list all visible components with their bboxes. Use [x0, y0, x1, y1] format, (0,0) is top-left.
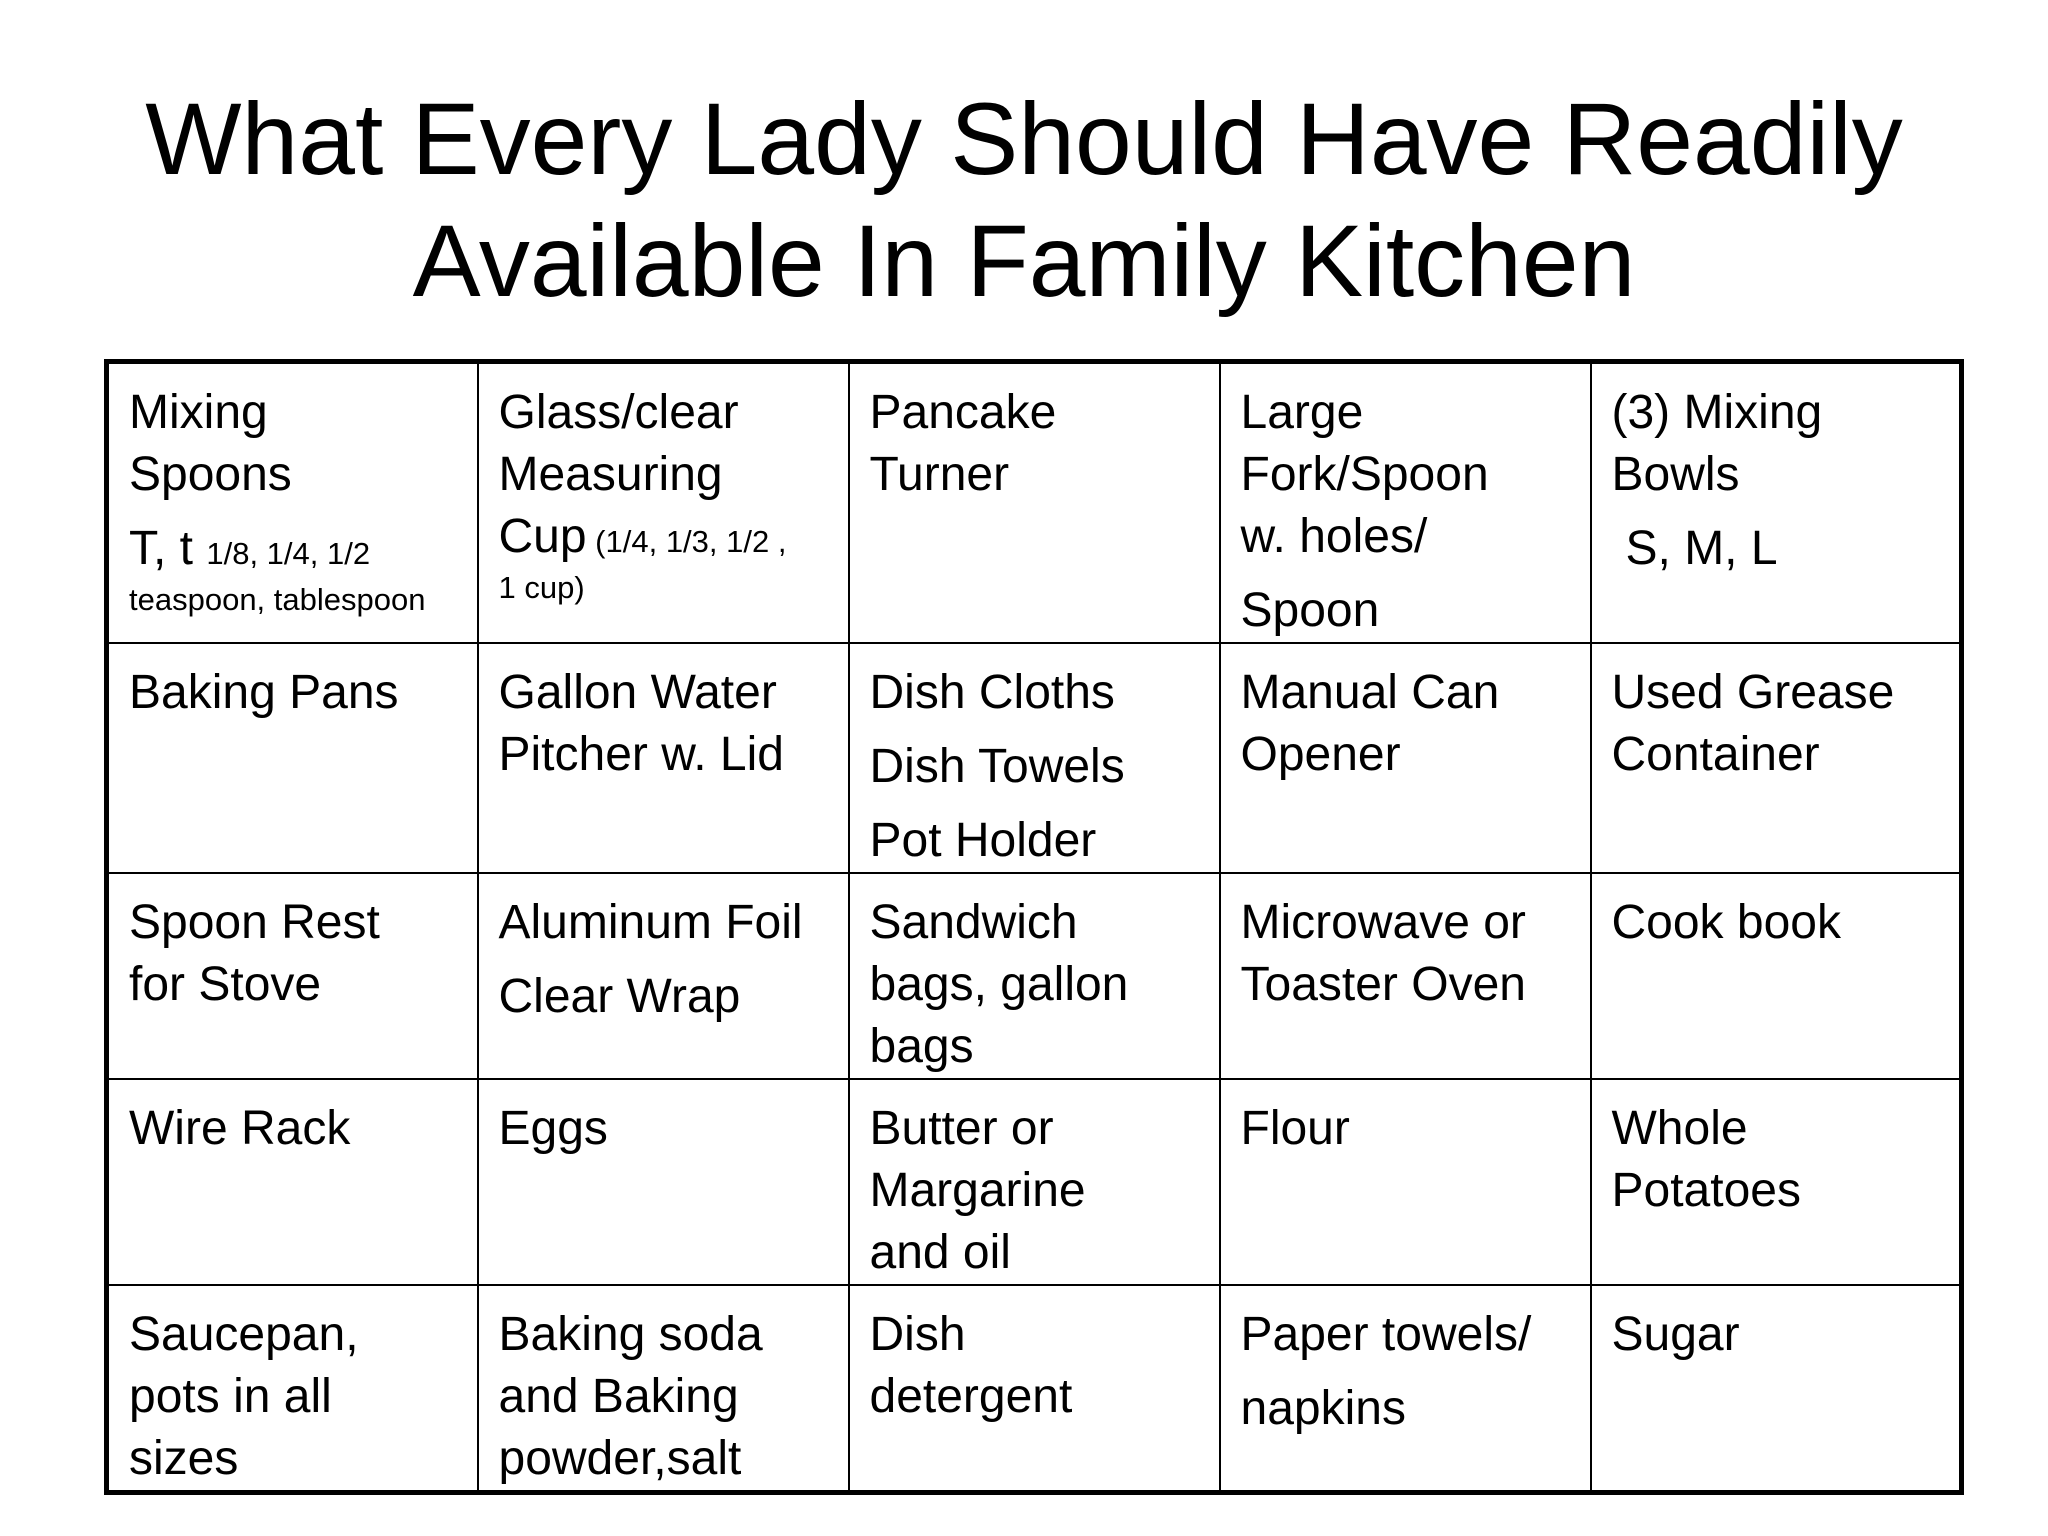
table-cell-paper-towels	[1220, 1285, 1591, 1493]
cell-line: Pancake	[869, 386, 1057, 439]
table-cell-potatoes	[1591, 1079, 1962, 1285]
cell-line: Sugar	[1611, 1308, 1740, 1361]
table-cell-water-pitcher	[478, 643, 849, 873]
cell-line: Sandwich	[869, 896, 1078, 949]
cell-line: Opener	[1240, 728, 1401, 781]
cell-line: Manual Can	[1240, 666, 1500, 719]
cell-line: Butter or	[869, 1102, 1054, 1155]
table-cell-sandwich-bags	[849, 873, 1220, 1079]
cell-line: Spoons	[129, 448, 292, 501]
cell-line: Pitcher w. Lid	[498, 728, 784, 781]
table-cell-butter	[849, 1079, 1220, 1285]
table-cell-baking-pans	[107, 643, 478, 873]
table-cell-eggs	[478, 1079, 849, 1285]
cell-line: Aluminum Foil	[498, 896, 803, 949]
title-line-1: What Every Lady Should Have Readily	[145, 82, 1903, 196]
table-cell-microwave	[1220, 873, 1591, 1079]
cell-line: Dish Towels	[869, 740, 1125, 793]
cell-line: Used Grease	[1611, 666, 1895, 719]
cell-line: Toaster Oven	[1240, 958, 1526, 1011]
cell-line: Baking Pans	[129, 666, 399, 719]
slide-title	[0, 78, 2048, 322]
cell-line: Measuring	[498, 448, 723, 501]
cell-line: Cook book	[1611, 896, 1841, 949]
cell-line: Large	[1240, 386, 1364, 439]
cell-line: Dish Cloths	[869, 666, 1115, 719]
cell-line: Turner	[869, 448, 1010, 501]
cell-line: powder,salt	[498, 1432, 742, 1485]
cell-line: Wire Rack	[129, 1102, 351, 1155]
table-cell-grease-container	[1591, 643, 1962, 873]
cell-line: Glass/clear	[498, 386, 739, 439]
cell-line: Gallon Water	[498, 666, 777, 719]
cell-small-text: 1/8, 1/4, 1/2	[206, 536, 371, 571]
table-cell-flour	[1220, 1079, 1591, 1285]
table-cell-large-fork-spoon	[1220, 362, 1591, 644]
cell-line: and oil	[869, 1226, 1011, 1279]
cell-line: Clear Wrap	[498, 970, 741, 1023]
cell-small-line: 1 cup)	[498, 570, 585, 605]
table-cell-baking-soda	[478, 1285, 849, 1493]
table-row	[107, 1079, 1962, 1285]
table-cell-cook-book	[1591, 873, 1962, 1079]
table-row	[107, 643, 1962, 873]
title-line-2: Available In Family Kitchen	[412, 204, 1636, 318]
cell-line: sizes	[129, 1432, 239, 1485]
cell-text: T, t	[129, 522, 207, 575]
table-cell-sugar	[1591, 1285, 1962, 1493]
cell-line: Bowls	[1611, 448, 1740, 501]
table-cell-dish-detergent	[849, 1285, 1220, 1493]
cell-line: bags	[869, 1020, 974, 1073]
table-cell-wire-rack	[107, 1079, 478, 1285]
cell-line: Paper towels/	[1240, 1308, 1532, 1361]
cell-line: Mixing	[129, 386, 268, 439]
cell-line: Flour	[1240, 1102, 1350, 1155]
cell-line: Baking soda	[498, 1308, 763, 1361]
cell-line: Margarine	[869, 1164, 1086, 1217]
cell-line: pots in all	[129, 1370, 332, 1423]
table-row	[107, 873, 1962, 1079]
cell-line: Pot Holder	[869, 814, 1097, 867]
cell-line: Dish	[869, 1308, 966, 1361]
table-cell-foil-wrap	[478, 873, 849, 1079]
cell-line	[129, 518, 457, 580]
cell-line: Whole	[1611, 1102, 1748, 1155]
cell-line: Fork/Spoon	[1240, 448, 1489, 501]
cell-line: Spoon Rest	[129, 896, 380, 949]
cell-line: for Stove	[129, 958, 322, 1011]
cell-line: Potatoes	[1611, 1164, 1801, 1217]
cell-line: detergent	[869, 1370, 1073, 1423]
cell-line: and Baking	[498, 1370, 739, 1423]
table-cell-mixing-bowls	[1591, 362, 1962, 644]
cell-line: Eggs	[498, 1102, 608, 1155]
cell-text: Cup	[498, 510, 587, 563]
table-cell-mixing-spoons	[107, 362, 478, 644]
table-cell-can-opener	[1220, 643, 1591, 873]
table-row	[107, 1285, 1962, 1493]
table-cell-saucepan	[107, 1285, 478, 1493]
table-cell-pancake-turner	[849, 362, 1220, 644]
cell-line: Saucepan,	[129, 1308, 359, 1361]
table-cell-dish-cloths	[849, 643, 1220, 873]
cell-line: w. holes/	[1240, 510, 1428, 563]
cell-line: napkins	[1240, 1382, 1406, 1435]
cell-line: Container	[1611, 728, 1820, 781]
table-cell-spoon-rest	[107, 873, 478, 1079]
cell-line: Spoon	[1240, 584, 1380, 637]
cell-small-line: teaspoon, tablespoon	[129, 582, 426, 617]
cell-line	[499, 506, 828, 568]
cell-line: bags, gallon	[869, 958, 1129, 1011]
cell-line: S, M, L	[1625, 522, 1778, 575]
cell-line: (3) Mixing	[1611, 386, 1823, 439]
table-cell-measuring-cup	[478, 362, 849, 644]
cell-small-text: (1/4, 1/3, 1/2 ,	[586, 524, 787, 559]
cell-line: Microwave or	[1240, 896, 1526, 949]
table-row	[107, 362, 1962, 644]
kitchen-items-table	[104, 359, 1964, 1495]
